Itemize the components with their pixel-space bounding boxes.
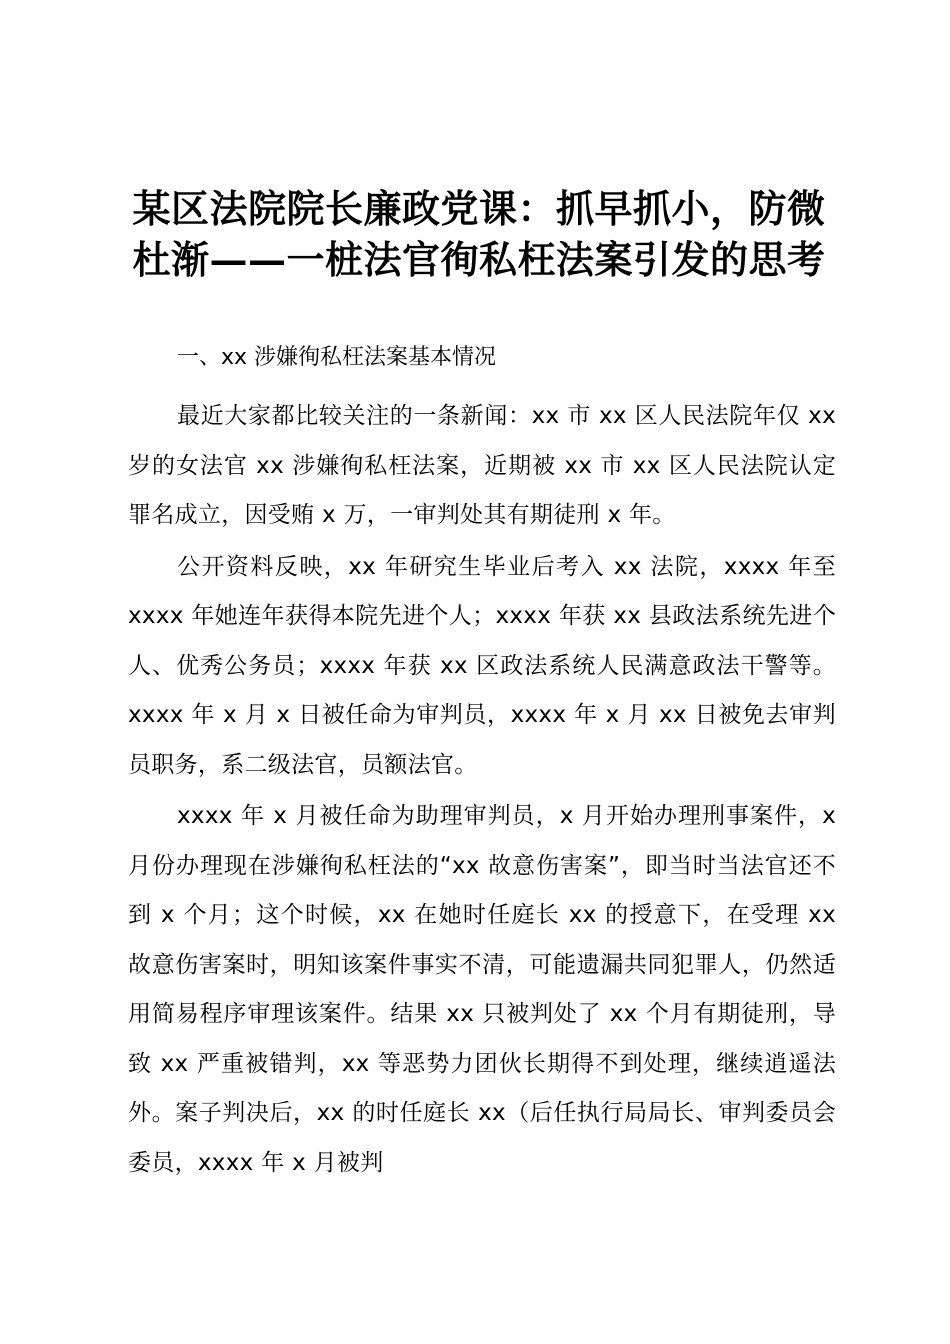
section-heading: 一、xx 涉嫌徇私枉法案基本情况 <box>177 345 497 370</box>
paragraph: xxxx 年 x 月被任命为助理审判员，x 月开始办理刑事案件，x 月份办理现在涉嫌徇私枉法的“xx 故意伤害案”，即当时当法官还不到 x 个月；这个时候，xx 在她时任庭长 xx 的授意下，在受理 xx 故意伤害案时，明知该案件事实不清，可能遗漏共同犯罪人，仍然适用简易程序审理该案件。结果 xx 只被判处了 xx 个月有期徒刑，导致 xx 严重被错判，xx 等恶势力团伙长期得不到处理，继续逍遥法外。案子判决后，xx 的时任庭长 xx（后任执行局局长、审判委员会委员，xxxx 年 x 月被判 <box>128 803 836 1176</box>
paragraph: 最近大家都比较关注的一条新闻：xx 市 xx 区人民法院年仅 xx 岁的女法官 xx 涉嫌徇私枉法案，近期被 xx 市 xx 区人民法院认定罪名成立，因受贿 x 万，一审判处其有期徒刑 x 年。 <box>128 403 836 528</box>
document-title: 某区法院院长廉政党课：抓早抓小，防微杜渐——一桩法官徇私枉法案引发的思考 <box>132 186 826 282</box>
document-body <box>128 345 836 1188</box>
paragraph: 公开资料反映，xx 年研究生毕业后考入 xx 法院，xxxx 年至 xxxx 年她连年获得本院先进个人；xxxx 年获 xx 县政法系统先进个人、优秀公务员；xxxx 年获 xx 区政法系统人民满意政法干警等。xxxx 年 x 月 x 日被任命为审判员，xxxx 年 x 月 xx 日被免去审判员职务，系二级法官，员额法官。 <box>128 553 836 778</box>
